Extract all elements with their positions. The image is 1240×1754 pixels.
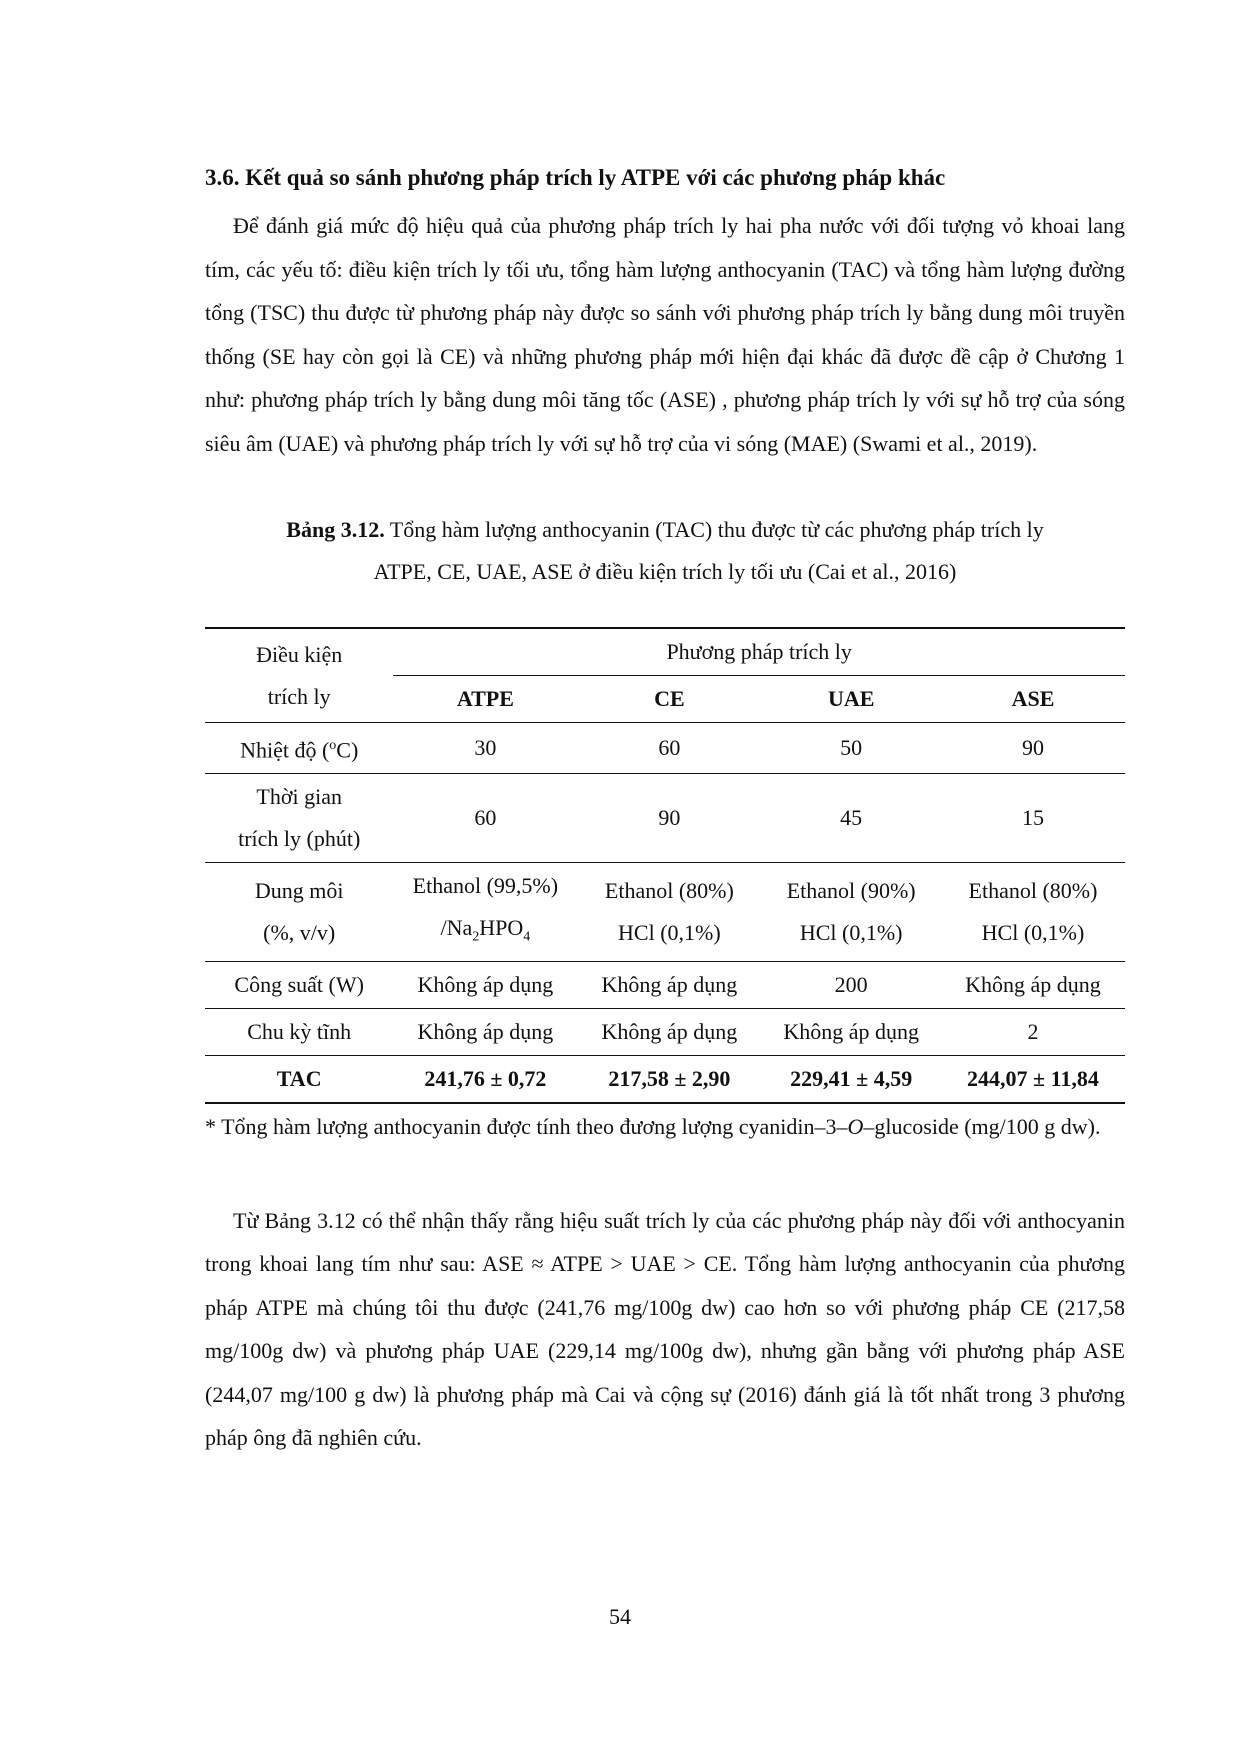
- table-caption-line1: Tổng hàm lượng anthocyanin (TAC) thu được từ các phương pháp trích ly: [384, 517, 1044, 542]
- table-caption-line2: ATPE, CE, UAE, ASE ở điều kiện trích ly tối ưu (Cai et al., 2016): [373, 559, 957, 584]
- table-cell: 2: [941, 1008, 1125, 1055]
- table-cell: Ethanol (99,5%) $/Na_2HPO_4$: [393, 863, 577, 961]
- method-header-atpe: ATPE: [456, 686, 514, 711]
- table-footnote: * Tổng hàm lượng anthocyanin được tính theo đương lượng cyanidin–3–O–glucoside (mg/100 g dw).: [205, 1113, 1101, 1139]
- table-cell: 50: [761, 723, 941, 774]
- table-caption: [205, 509, 1125, 593]
- conclusion-paragraph: Từ Bảng 3.12 có thể nhận thấy rằng hiệu suất trích ly của các phương pháp này đối với anthocyanin trong khoai lang tím như sau: ASE ≈ ATPE > UAE > CE. Tổng hàm lượng anthocyanin của phương pháp ATPE mà chúng tôi thu được (241,76 mg/100g dw) cao hơn so với phương pháp CE (217,58 mg/100g dw) và phương pháp UAE (229,14 mg/100g dw), nhưng gần bằng với phương pháp ASE (244,07 mg/100 g dw) là phương pháp mà Cai và cộng sự (2016) đánh giá là tốt nhất trong 3 phương pháp ông đã nghiên cứu.: [205, 1207, 1125, 1451]
- table-cell: Không áp dụng: [577, 961, 761, 1008]
- table-cell: 229,41 ± 4,59: [761, 1055, 941, 1103]
- table-cell: 200: [761, 961, 941, 1008]
- table-cell: Không áp dụng: [941, 961, 1125, 1008]
- table-cell: Không áp dụng: [761, 1008, 941, 1055]
- row-label-power: Công suất (W): [205, 961, 393, 1008]
- table-cell: Không áp dụng: [393, 961, 577, 1008]
- table-cell: 217,58 ± 2,90: [577, 1055, 761, 1103]
- table-cell: Ethanol (80%) HCl (0,1%): [941, 863, 1125, 961]
- table-cell: 45: [761, 774, 941, 863]
- method-header-ase: ASE: [1011, 686, 1055, 711]
- table-cell: 241,76 ± 0,72: [393, 1055, 577, 1103]
- table-cell: 15: [941, 774, 1125, 863]
- row-label-solvent: Dung môi (%, v/v): [205, 863, 393, 961]
- intro-paragraph: Để đánh giá mức độ hiệu quả của phương pháp trích ly hai pha nước với đối tượng vỏ khoai lang tím, các yếu tố: điều kiện trích ly tối ưu, tổng hàm lượng anthocyanin (TAC) và tổng hàm lượng đường tổng (TSC) thu được từ phương pháp này được so sánh với phương pháp trích ly bằng dung môi truyền thống (SE hay còn gọi là CE) và những phương pháp mới hiện đại khác đã được đề cập ở Chương 1 như: phương pháp trích ly bằng dung môi tăng tốc (ASE) , phương pháp trích ly với sự hỗ trợ của sóng siêu âm (UAE) và phương pháp trích ly với sự hỗ trợ của vi sóng (MAE) (Swami et al., 2019).: [205, 213, 1125, 456]
- page-number: 54: [609, 1604, 631, 1629]
- method-header-uae: UAE: [827, 686, 875, 711]
- table-row-power: [205, 961, 1125, 1008]
- table-caption-label: Bảng 3.12.: [286, 517, 385, 542]
- row-label-time: Thời gian trích ly (phút): [205, 774, 393, 863]
- document-page: [205, 160, 1125, 1460]
- method-header-ce: CE: [654, 686, 685, 711]
- table-row-temperature: [205, 723, 1125, 774]
- table-cell: 90: [577, 774, 761, 863]
- table-cell: Ethanol (80%) HCl (0,1%): [577, 863, 761, 961]
- row-label-temperature: Nhiệt độ ($^o$C): [205, 723, 393, 774]
- table-row-time: [205, 774, 1125, 863]
- table-cell: Ethanol (90%) HCl (0,1%): [761, 863, 941, 961]
- row-label-cycle: Chu kỳ tĩnh: [205, 1008, 393, 1055]
- table-cell: 60: [393, 774, 577, 863]
- corner-header: Điều kiện trích ly: [205, 628, 393, 723]
- table-cell: Không áp dụng: [577, 1008, 761, 1055]
- table-cell: 30: [393, 723, 577, 774]
- table-cell: 90: [941, 723, 1125, 774]
- table-cell: 244,07 ± 11,84: [941, 1055, 1125, 1103]
- section-heading: 3.6. Kết quả so sánh phương pháp trích ly ATPE với các phương pháp khác: [205, 165, 946, 190]
- row-label-tac: TAC: [205, 1055, 393, 1103]
- table-row-tac: [205, 1055, 1125, 1103]
- comparison-table: [205, 627, 1125, 1104]
- group-header: Phương pháp trích ly: [393, 628, 1125, 676]
- table-header-row-1: [205, 628, 1125, 676]
- table-cell: Không áp dụng: [393, 1008, 577, 1055]
- table-cell: 60: [577, 723, 761, 774]
- table-row-cycle: [205, 1008, 1125, 1055]
- table-row-solvent: [205, 863, 1125, 961]
